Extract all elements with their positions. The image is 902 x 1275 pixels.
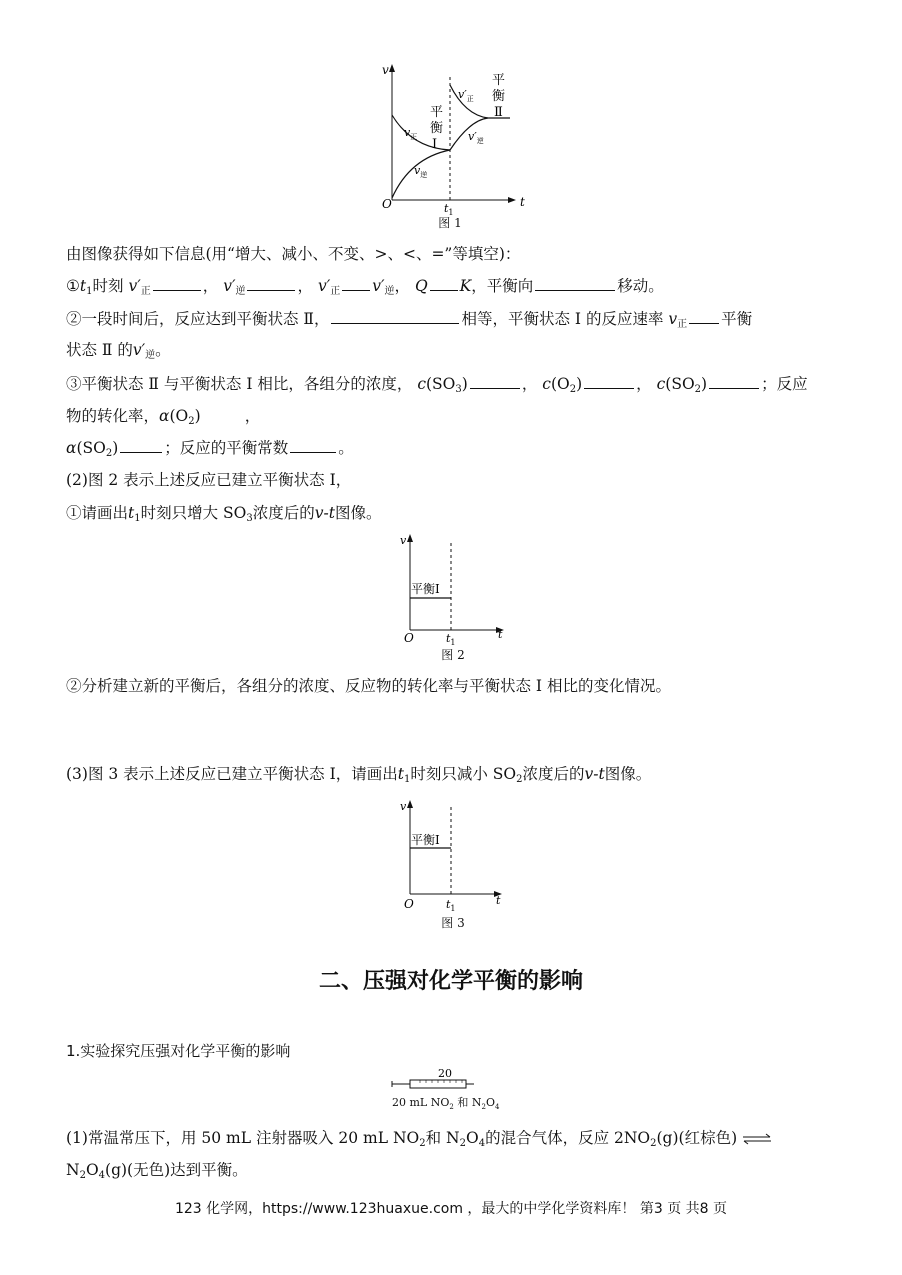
- sub-title: 1.实验探究压强对化学平衡的影响: [66, 1042, 291, 1060]
- answer-blank[interactable]: [120, 438, 162, 453]
- answer-blank[interactable]: [470, 374, 520, 389]
- figure-1-graph: [370, 60, 530, 220]
- equilibrium-1-label: 平衡Ⅰ: [411, 582, 440, 596]
- v-prime-reverse-label: $v'_逆$: [468, 130, 484, 145]
- answer-blank[interactable]: [290, 438, 336, 453]
- v-axis-label: v: [400, 800, 407, 813]
- part-2-question-1: ①请画出$t_1$时刻只增大 $SO_3$浓度后的v-t图像。: [66, 504, 382, 524]
- experiment-line-2: $N_2O_4(g)$(无色)达到平衡。: [66, 1161, 248, 1181]
- v-axis-label: v: [382, 63, 389, 77]
- v-axis-arrow-icon: [407, 534, 413, 542]
- syringe-scale-label: 20: [438, 1068, 452, 1080]
- t1-label: $t_1$: [444, 202, 454, 217]
- origin-label: O: [404, 897, 414, 911]
- experiment-line-1: (1)常温常压下，用 50 mL 注射器吸入 20 mL $NO_2$和 $N_2O_4$的混合气体，反应 $2NO_2(g)$(红棕色): [66, 1128, 772, 1154]
- v-forward-label: $v_正$: [404, 126, 418, 141]
- question-1-2-line: ②一段时间后，反应达到平衡状态 Ⅱ， 相等，平衡状态 Ⅰ 的反应速率 $v_正$ 平衡: [66, 310, 753, 330]
- answer-blank[interactable]: [342, 276, 370, 291]
- equilibrium-1-char-2: 衡: [430, 121, 444, 136]
- section-title: 二、压强对化学平衡的影响: [318, 969, 583, 994]
- t-axis-label: t: [496, 894, 501, 907]
- equilibrium-2-char-1: 平: [492, 73, 506, 88]
- v-axis-arrow-icon: [389, 64, 395, 72]
- v-axis-label: v: [400, 534, 407, 547]
- equilibrium-arrow-icon: [742, 1133, 772, 1145]
- t1-label: $t_1$: [446, 632, 456, 645]
- figure-1-caption: 图 1: [438, 216, 462, 230]
- part-2-title: (2)图 2 表示上述反应已建立平衡状态 Ⅰ，: [66, 471, 352, 489]
- answer-blank[interactable]: [535, 276, 615, 291]
- figure-3-graph: [390, 796, 520, 914]
- figure-3-caption: 图 3: [441, 916, 465, 930]
- origin-label: O: [404, 631, 414, 645]
- t-axis-arrow-icon: [508, 197, 516, 203]
- syringe-illustration: [390, 1068, 520, 1090]
- figure-2-graph: [390, 530, 520, 645]
- answer-blank[interactable]: [584, 374, 634, 389]
- answer-blank[interactable]: [247, 276, 295, 291]
- equilibrium-1-label: 平衡Ⅰ: [411, 833, 440, 847]
- answer-blank[interactable]: [430, 276, 458, 291]
- question-1-3-line-cont: 物的转化率，$\alpha(O_2)$ ，: [66, 407, 261, 427]
- equilibrium-1-char-3: Ⅰ: [432, 137, 438, 152]
- page-footer: 123 化学网，https://www.123huaxue.com ，最大的中学化学资料库！ 第3 页 共8 页: [174, 1201, 728, 1217]
- answer-blank[interactable]: [153, 276, 201, 291]
- answer-blank[interactable]: [331, 309, 459, 324]
- question-1-3-line: ③平衡状态 Ⅱ 与平衡状态 Ⅰ 相比，各组分的浓度， $c(SO_3)$ ， $c(O_2)$ ， $c(SO_2)$ ；反应: [66, 375, 808, 395]
- intro-line: 由图像获得如下信息(用“增大、减小、不变、>、<、=”等填空)：: [66, 245, 521, 263]
- question-1-1-line: $①t_1$时刻 $v'_正$ ， $v'_逆$ ， $v'_正$ $v'_逆$， Q K，平衡向 移动。: [66, 277, 664, 297]
- answer-blank[interactable]: [689, 309, 719, 324]
- t-axis-label: t: [520, 195, 525, 209]
- equilibrium-1-char-1: 平: [430, 105, 444, 120]
- v-reverse-label: $v_逆$: [414, 164, 428, 179]
- equilibrium-2-char-3: Ⅱ: [494, 105, 503, 120]
- question-1-2-line-cont: 状态 Ⅱ 的$v'_逆$。: [66, 341, 171, 361]
- part-3-question: (3)图 3 表示上述反应已建立平衡状态 Ⅰ，请画出$t_1$时刻只减小 $SO_2$浓度后的v-t图像。: [66, 765, 652, 785]
- answer-blank[interactable]: [709, 374, 759, 389]
- question-1-3-line-cont2: $\alpha(SO_2)$ ；反应的平衡常数 。: [66, 439, 354, 459]
- v-prime-forward-label: $v'_正$: [458, 88, 474, 103]
- syringe-caption: 20 mL $NO_2$ 和 $N_2O_4$: [392, 1096, 500, 1111]
- part-2-question-2: ②分析建立新的平衡后，各组分的浓度、反应物的转化率与平衡状态 Ⅰ 相比的变化情况。: [66, 677, 671, 695]
- t1-label: $t_1$: [446, 898, 456, 913]
- equilibrium-2-char-2: 衡: [492, 89, 506, 104]
- v-axis-arrow-icon: [407, 800, 413, 808]
- origin-label: O: [382, 197, 392, 211]
- t-axis-label: t: [498, 628, 503, 641]
- figure-2-caption: 图 2: [441, 648, 465, 662]
